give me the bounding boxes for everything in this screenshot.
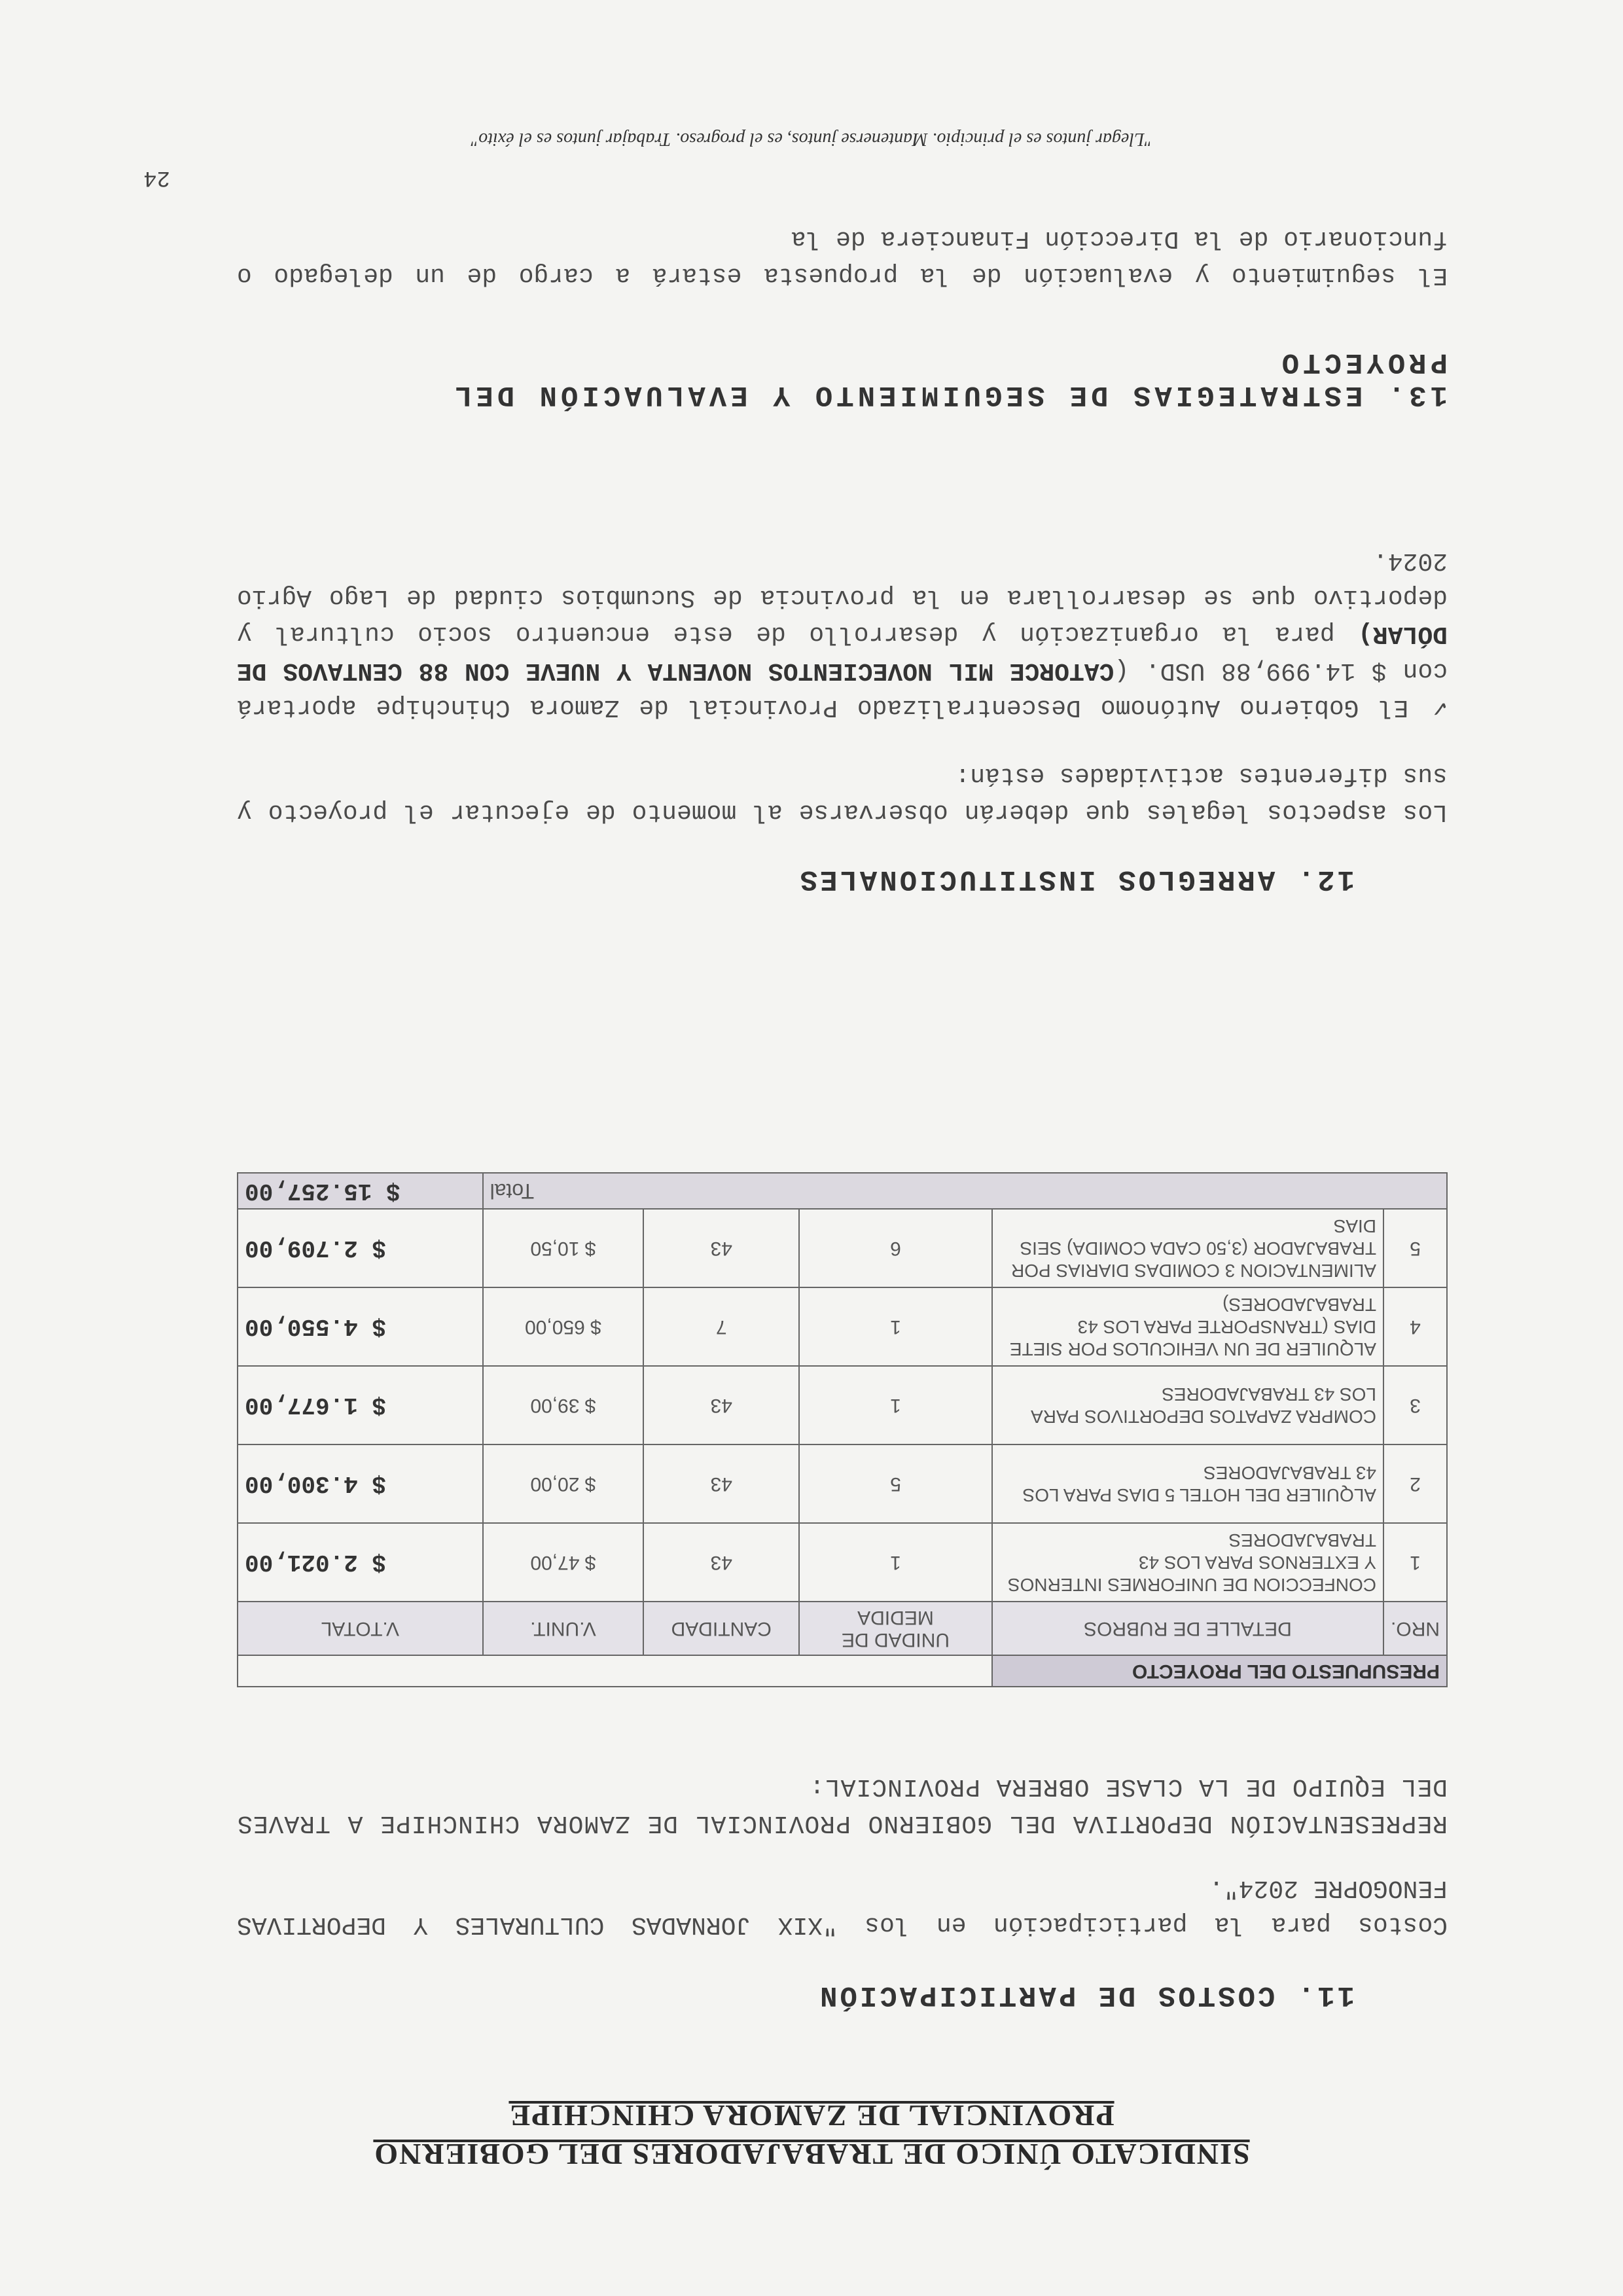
checkmark-icon: ✓: [1428, 693, 1448, 721]
section-13-title: [237, 346, 1448, 411]
budget-cell-vunit: $ 47,00: [483, 1523, 644, 1602]
budget-body: [238, 1209, 1447, 1602]
section-12-bullet-a: El Gobierno Autónomo Descentralizado Provincial de Zamora Chinchipe aportará con $ 14.999,88 USD. (: [237, 656, 1448, 721]
total-value: $ 15.257,00: [238, 1173, 483, 1209]
budget-cell-vunit: $ 650,00: [483, 1287, 644, 1366]
budget-row: [238, 1523, 1447, 1602]
budget-cell-nro: 2: [1383, 1444, 1447, 1523]
budget-total-row: [238, 1173, 1447, 1209]
budget-header-row: [238, 1602, 1447, 1655]
budget-title: PRESUPUESTO DEL PROYECTO: [992, 1655, 1447, 1687]
budget-cell-cantidad: 7: [643, 1287, 799, 1366]
budget-cell-vtotal: $ 4.550,00: [238, 1287, 483, 1366]
budget-row: [238, 1287, 1447, 1366]
budget-cell-vtotal: $ 1.677,00: [238, 1366, 483, 1444]
budget-cell-vunit: $ 20,00: [483, 1444, 644, 1523]
total-label: Total: [483, 1173, 1447, 1209]
budget-cell-unidad: 1: [799, 1287, 992, 1366]
section-12-bullet: [237, 542, 1448, 725]
section-12-bullet-bold: CATORCE MIL NOVECIENTOS NOVENTA Y NUEVE CON 88 CENTAVOS DE DÓLAR): [237, 620, 1448, 685]
section-12-title: 12. ARREGLOS INSTITUCIONALES: [797, 863, 1355, 895]
budget-cell-detalle: CONFECCION DE UNIFORMES INTERNOS Y EXTERNOS PARA LOS 43 TRABAJADORES: [992, 1523, 1383, 1602]
section-13-title-l2: PROYECTO: [1277, 346, 1448, 378]
budget-cell-cantidad: 43: [643, 1523, 799, 1602]
budget-cell-vunit: $ 39,00: [483, 1366, 644, 1444]
budget-row: [238, 1444, 1447, 1523]
budget-header-cell: V.UNIT.: [483, 1602, 644, 1655]
letterhead-line1: SINDICATO ÚNICO DE TRABAJADORES DEL GOBIERNO: [373, 2138, 1250, 2171]
budget-cell-vtotal: $ 2.021,00: [238, 1523, 483, 1602]
budget-cell-cantidad: 43: [643, 1209, 799, 1287]
page-number: 24: [143, 165, 170, 190]
budget-cell-cantidad: 43: [643, 1444, 799, 1523]
budget-cell-nro: 3: [1383, 1366, 1447, 1444]
budget-cell-vtotal: $ 4.300,00: [238, 1444, 483, 1523]
budget-header-cell: CANTIDAD: [643, 1602, 799, 1655]
budget-cell-unidad: 6: [799, 1209, 992, 1287]
section-12-bullet-b: para la organización y desarrollo de este encuentro socio cultural y deportivo que se desarrollara en la provincia de Sucumbios ciudad de Lago Agrio 2024.: [237, 547, 1448, 648]
budget-cell-unidad: 1: [799, 1366, 992, 1444]
letterhead-line2: PROVINCIAL DE ZAMORA CHINCHIPE: [508, 2099, 1115, 2132]
budget-row: [238, 1209, 1447, 1287]
budget-row: [238, 1366, 1447, 1444]
budget-cell-nro: 5: [1383, 1209, 1447, 1287]
budget-cell-detalle: ALQUILER DEL HOTEL 5 DIAS PARA LOS 43 TRABAJADORES: [992, 1444, 1383, 1523]
budget-cell-vunit: $ 10,50: [483, 1209, 644, 1287]
budget-header-cell: UNIDAD DE MEDIDA: [799, 1602, 992, 1655]
budget-header-cell: V.TOTAL: [238, 1602, 483, 1655]
section-11-para2: REPRESENTACIÓN DEPORTIVA DEL GOBIERNO PROVINCIAL DE ZAMORA CHINCHIPE A TRAVES DEL EQUIPO DE LA CLASE OBRERA PROVINCIAL:: [237, 1772, 1448, 1837]
budget-cell-nro: 1: [1383, 1523, 1447, 1602]
footer-quote: "Llegar juntos es el principio. Mantenerse juntos, es el progreso. Trabajar juntos es el éxito": [471, 129, 1152, 149]
section-12-para1: Los aspectos legales que deberán observarse al momento de ejecutar el proyecto y sus diferentes actividades están:: [237, 761, 1448, 826]
budget-cell-vtotal: $ 2.709,00: [238, 1209, 483, 1287]
section-11-para1: [237, 1869, 1448, 1943]
budget-header-cell: DETALLE DE RUBROS: [992, 1602, 1383, 1655]
budget-cell-nro: 4: [1383, 1287, 1447, 1366]
section-13-para: El seguimiento y evaluación de la propuesta estará a cargo de un delegado o funcionario de la Dirección Financiera de la: [237, 224, 1448, 289]
budget-cell-detalle: ALIMENTACION 3 COMIDAS DIARIAS POR TRABAJADOR (3,50 CADA COMIDA) SEIS DIAS: [992, 1209, 1383, 1287]
budget-cell-detalle: COMPRA ZAPATOS DEPORTIVOS PARA LOS 43 TRABAJADORES: [992, 1366, 1383, 1444]
budget-title-blank: [238, 1655, 992, 1687]
section-13-title-l1: 13. ESTRATEGIAS DE SEGUIMIENTO Y EVALUACIÓN DEL: [450, 378, 1448, 411]
budget-cell-cantidad: 43: [643, 1366, 799, 1444]
budget-header-cell: NRO.: [1383, 1602, 1447, 1655]
budget-table: [237, 1172, 1448, 1687]
section-11-title: 11. COSTOS DE PARTICIPACIÓN: [817, 1979, 1355, 2011]
budget-cell-unidad: 5: [799, 1444, 992, 1523]
budget-cell-unidad: 1: [799, 1523, 992, 1602]
section-11-para1-text: Costos para la participación en los "XIX JORNADAS CULTURALES Y DEPORTIVAS FENOGOPRE 2024".: [237, 1874, 1448, 1939]
budget-cell-detalle: ALQUILER DE UN VEHICULOS POR SIETE DIAS (TRANSPORTE PARA LOS 43 TRABAJADORES): [992, 1287, 1383, 1366]
letterhead: [0, 2098, 1623, 2172]
